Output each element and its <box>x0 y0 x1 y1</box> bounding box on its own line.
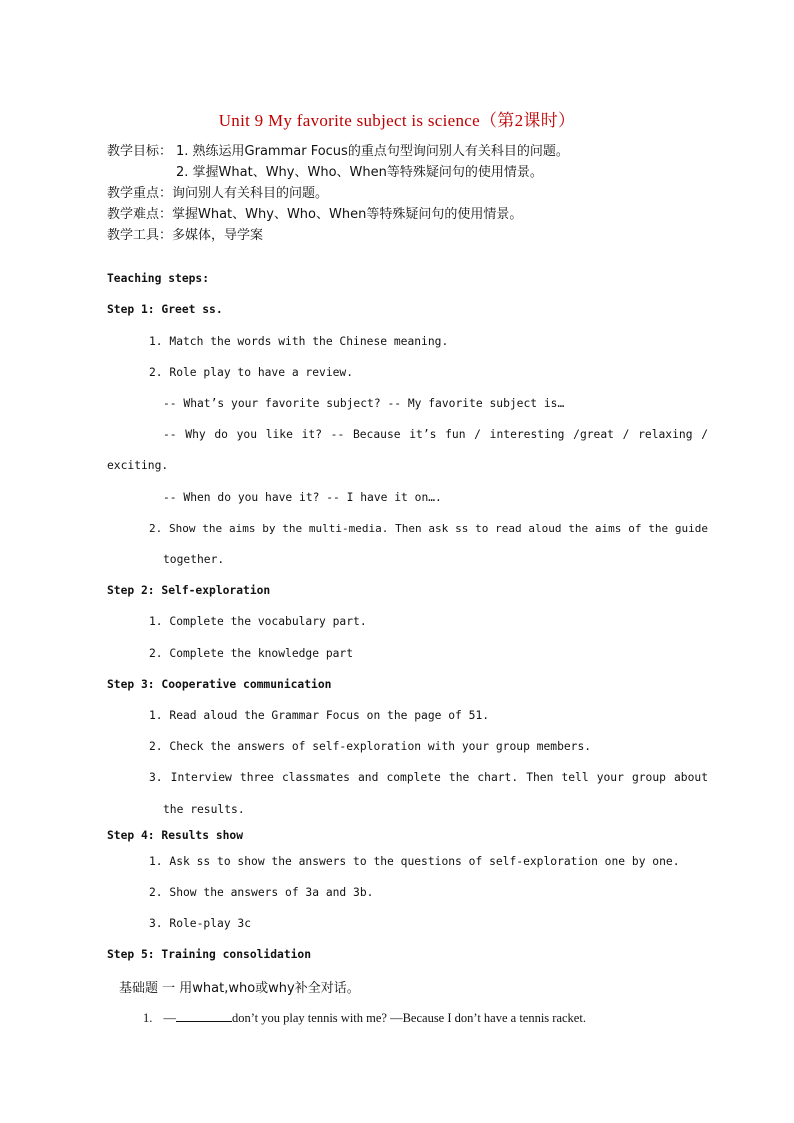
step3-item3-line1: 3. Interview three classmates and complete the chart. Then tell your group about <box>149 771 708 784</box>
step1-dialog2-line1: -- Why do you like it? -- Because it’s fun / interesting /great / relaxing / <box>163 428 708 441</box>
step3-item3-line2: the results. <box>163 803 245 816</box>
step3-item2: 2. Check the answers of self-exploration with your group members. <box>149 740 592 753</box>
teaching-steps-label: Teaching steps: <box>107 272 210 285</box>
step1-item1: 1. Match the words with the Chinese meaning. <box>149 335 449 348</box>
step2-item2: 2. Complete the knowledge part <box>149 647 354 660</box>
step4-heading: Step 4: Results show <box>107 829 244 842</box>
step3-item1: 1. Read aloud the Grammar Focus on the page of 51. <box>149 709 490 722</box>
step1-dialog2-line2: exciting. <box>107 459 169 472</box>
step1-heading: Step 1: Greet ss. <box>107 303 223 316</box>
step4-item2: 2. Show the answers of 3a and 3b. <box>149 886 374 899</box>
step1-item3-line2: together. <box>163 553 225 566</box>
step4-item3: 3. Role-play 3c <box>149 917 252 930</box>
question-number: 1. <box>143 1011 153 1025</box>
question-dash: — <box>163 1011 176 1025</box>
step4-item1: 1. Ask ss to show the answers to the questions of self-exploration one by one. <box>149 855 680 868</box>
objective-1: 1. 熟练运用Grammar Focus的重点句型询问别人有关科目的问题。 <box>176 144 569 159</box>
objectives-label: 教学目标： <box>107 144 173 159</box>
step1-item2: 2. Role play to have a review. <box>149 366 354 379</box>
page-title: Unit 9 My favorite subject is science（第2课时） <box>218 111 576 130</box>
step5-heading: Step 5: Training consolidation <box>107 948 312 961</box>
exercise-question-1 <box>143 1010 586 1026</box>
teaching-tools: 教学工具：多媒体，导学案 <box>107 228 264 243</box>
objective-2: 2. 掌握What、Why、Who、When等特殊疑问句的使用情景。 <box>176 165 543 180</box>
difficulties: 教学难点：掌握What、Why、Who、When等特殊疑问句的使用情景。 <box>107 207 523 222</box>
step3-heading: Step 3: Cooperative communication <box>107 678 332 691</box>
answer-blank[interactable] <box>176 1010 232 1022</box>
step1-item3-line1: 2. Show the aims by the multi-media. Then ask ss to read aloud the aims of the guide <box>149 522 708 535</box>
step2-item1: 1. Complete the vocabulary part. <box>149 615 367 628</box>
key-points: 教学重点：询问别人有关科目的问题。 <box>107 186 329 201</box>
step1-dialog3: -- When do you have it? -- I have it on…. <box>163 491 442 504</box>
exercise-heading: 基础题 一 用what,who或why补全对话。 <box>119 981 360 996</box>
step1-dialog1: -- What’s your favorite subject? -- My favorite subject is… <box>163 397 565 410</box>
step2-heading: Step 2: Self-exploration <box>107 584 271 597</box>
question-text: don’t you play tennis with me? —Because I don’t have a tennis racket. <box>232 1011 586 1025</box>
